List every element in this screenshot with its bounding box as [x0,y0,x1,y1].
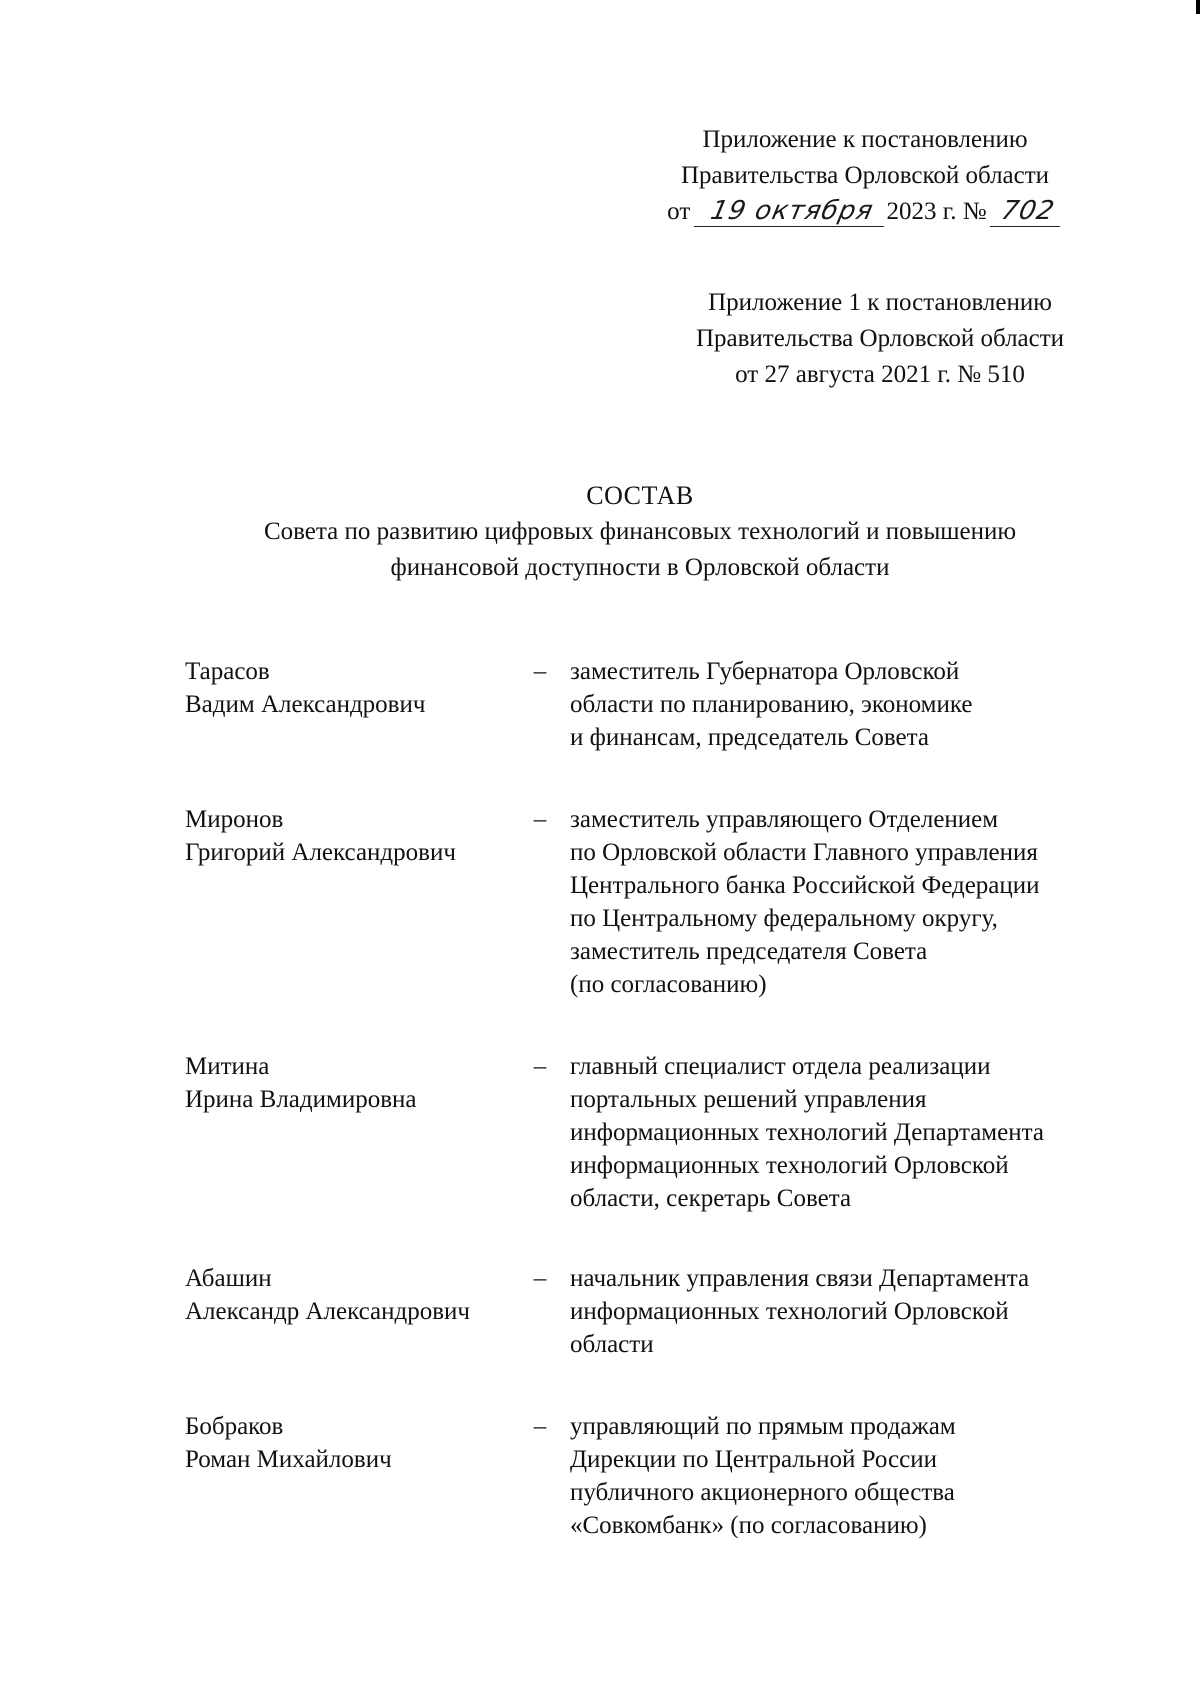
member-role [570,803,1115,1001]
annex-header-current [640,122,1090,230]
annex-old-line-3: от 27 августа 2021 г. № 510 [735,361,1025,388]
role-line: управляющий по прямым продажам [570,1413,956,1440]
annex-line-2: Правительства Орловской области [680,162,1050,189]
title-line-2: Совета по развитию цифровых финансовых технологий и повышению [263,518,1017,545]
member-name [185,1262,515,1328]
member-given-names: Александр Александрович [185,1298,470,1325]
annex-old-line-1: Приложение 1 к постановлению [708,289,1052,316]
role-line: области по планированию, экономике [570,691,973,718]
annex-date-line [640,194,1090,230]
role-line: и финансам, председатель Совета [570,724,929,751]
role-line: (по согласованию) [570,971,767,998]
role-line: «Совкомбанк» (по согласованию) [570,1512,927,1539]
dash-separator: – [533,1413,547,1440]
role-line: публичного акционерного общества [570,1479,955,1506]
date-prefix: от [667,198,691,225]
member-given-names: Роман Михайлович [185,1446,392,1473]
role-line: по Центральному федеральному округу, [570,905,998,932]
dash-separator: – [533,1053,547,1080]
handwritten-number: 702 [990,196,1067,227]
role-line: Центрального банка Российской Федерации [570,872,1040,899]
member-role [570,655,1115,754]
member-surname: Тарасов [185,658,270,685]
member-name [185,655,515,721]
member-name [185,1050,515,1116]
role-line: Дирекции по Центральной России [570,1446,938,1473]
role-line: начальник управления связи Департамента [570,1265,1030,1292]
member-surname: Миронов [185,806,284,833]
title-line-3: финансовой доступности в Орловской области [390,554,890,581]
role-line: заместитель Губернатора Орловской [570,658,960,685]
member-name [185,1410,515,1476]
member-role [570,1050,1115,1215]
member-given-names: Григорий Александрович [185,839,456,866]
role-line: заместитель управляющего Отделением [570,806,999,833]
member-surname: Митина [185,1053,270,1080]
dash-separator: – [533,658,547,685]
handwritten-date: 19 октября [693,196,890,227]
member-role [570,1262,1115,1361]
role-line: области, секретарь Совета [570,1185,852,1212]
role-line: информационных технологий Орловской [570,1298,1009,1325]
member-given-names: Ирина Владимировна [185,1086,417,1113]
title-heading: СОСТАВ [586,481,694,510]
member-surname: Бобраков [185,1413,284,1440]
document-title [150,478,1130,586]
member-role [570,1410,1115,1542]
role-line: портальных решений управления [570,1086,927,1113]
role-line: по Орловской области Главного управления [570,839,1038,866]
role-line: информационных технологий Департамента [570,1119,1044,1146]
date-year: 2023 г. № [886,198,987,225]
role-line: главный специалист отдела реализации [570,1053,991,1080]
annex-line-1: Приложение к постановлению [702,126,1028,153]
member-name [185,803,515,869]
annex-header-original [660,285,1100,393]
role-line: области [570,1331,654,1358]
dash-separator: – [533,806,547,833]
member-surname: Абашин [185,1265,272,1292]
scan-edge-mark [1196,0,1200,14]
dash-separator: – [533,1265,547,1292]
role-line: информационных технологий Орловской [570,1152,1009,1179]
member-given-names: Вадим Александрович [185,691,426,718]
role-line: заместитель председателя Совета [570,938,928,965]
annex-old-line-2: Правительства Орловской области [695,325,1065,352]
